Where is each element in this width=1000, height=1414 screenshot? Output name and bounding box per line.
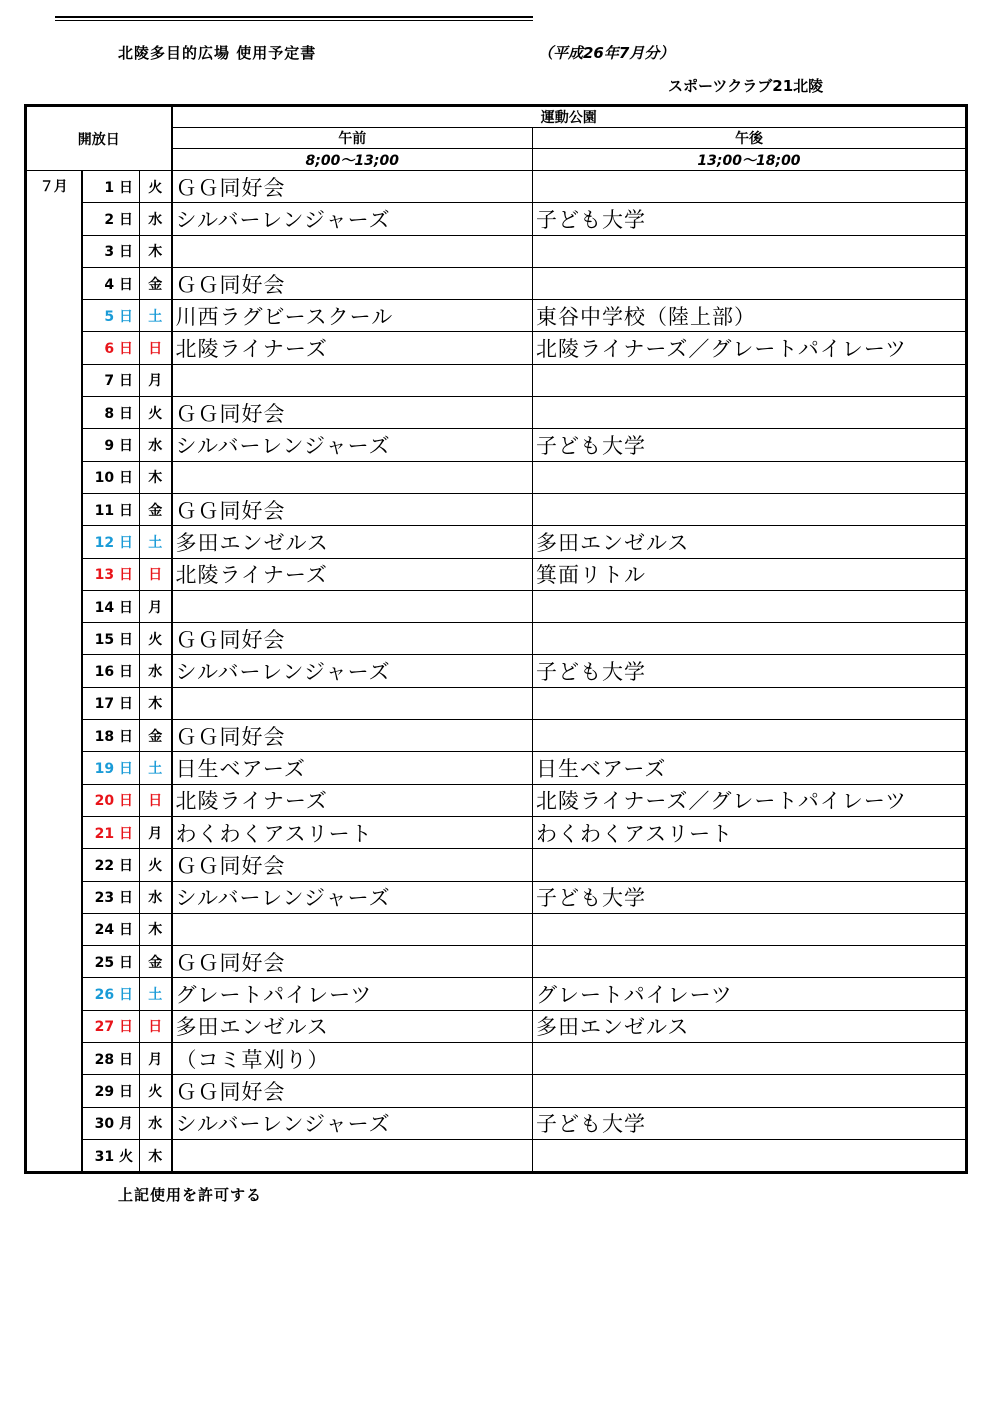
weekday-cell: 水 xyxy=(140,881,172,913)
weekday-cell: 水 xyxy=(140,655,172,687)
weekday-cell: 日 xyxy=(140,558,172,590)
weekday-cell: 土 xyxy=(140,978,172,1010)
am-event-cell: 北陵ライナーズ xyxy=(172,784,533,816)
weekday-cell: 木 xyxy=(140,461,172,493)
weekday-cell: 金 xyxy=(140,720,172,752)
am-event-cell xyxy=(172,687,533,719)
day-cell: 1 日 xyxy=(82,171,140,203)
pm-event-cell xyxy=(533,946,967,978)
day-cell: 19 日 xyxy=(82,752,140,784)
table-row xyxy=(26,720,967,752)
day-cell: 29 日 xyxy=(82,1075,140,1107)
table-row xyxy=(26,235,967,267)
pm-event-cell xyxy=(533,364,967,396)
weekday-cell: 火 xyxy=(140,1075,172,1107)
weekday-cell: 水 xyxy=(140,429,172,461)
day-cell: 21 日 xyxy=(82,816,140,848)
weekday-cell: 土 xyxy=(140,300,172,332)
schedule-period: （平成26年7月分） xyxy=(538,44,675,62)
weekday-cell: 木 xyxy=(140,1139,172,1172)
table-row xyxy=(26,493,967,525)
weekday-cell: 木 xyxy=(140,913,172,945)
day-cell: 17 日 xyxy=(82,687,140,719)
am-event-cell: （コミ草刈り） xyxy=(172,1043,533,1075)
table-row xyxy=(26,1043,967,1075)
day-cell: 27 日 xyxy=(82,1010,140,1042)
pm-event-cell xyxy=(533,235,967,267)
approval-note: 上記使用を許可する xyxy=(118,1186,263,1204)
am-event-cell: グレートパイレーツ xyxy=(172,978,533,1010)
day-cell: 10 日 xyxy=(82,461,140,493)
pm-event-cell: グレートパイレーツ xyxy=(533,978,967,1010)
weekday-cell: 月 xyxy=(140,816,172,848)
day-cell: 22 日 xyxy=(82,849,140,881)
am-event-cell: 北陵ライナーズ xyxy=(172,332,533,364)
weekday-cell: 木 xyxy=(140,687,172,719)
am-event-cell: ＧＧ同好会 xyxy=(172,493,533,525)
am-event-cell: ＧＧ同好会 xyxy=(172,623,533,655)
table-row xyxy=(26,267,967,299)
weekday-cell: 日 xyxy=(140,784,172,816)
am-event-cell xyxy=(172,913,533,945)
table-row xyxy=(26,526,967,558)
pm-event-cell: 東谷中学校（陸上部） xyxy=(533,300,967,332)
month-label: ７月 xyxy=(26,171,82,1173)
table-row xyxy=(26,752,967,784)
day-cell: 5 日 xyxy=(82,300,140,332)
table-row xyxy=(26,429,967,461)
day-cell: 4 日 xyxy=(82,267,140,299)
pm-event-cell: 多田エンゼルス xyxy=(533,1010,967,1042)
table-row xyxy=(26,590,967,622)
pm-event-cell xyxy=(533,1075,967,1107)
pm-event-cell: 子ども大学 xyxy=(533,655,967,687)
table-row xyxy=(26,881,967,913)
weekday-cell: 火 xyxy=(140,397,172,429)
am-event-cell: 多田エンゼルス xyxy=(172,1010,533,1042)
pm-event-cell xyxy=(533,623,967,655)
table-row xyxy=(26,655,967,687)
pm-event-cell: わくわくアスリート xyxy=(533,816,967,848)
am-event-cell xyxy=(172,364,533,396)
pm-header: 午後 xyxy=(533,128,967,149)
pm-event-cell xyxy=(533,267,967,299)
venue-header: 運動公園 xyxy=(172,106,967,128)
am-event-cell: シルバーレンジャーズ xyxy=(172,655,533,687)
day-cell: 18 日 xyxy=(82,720,140,752)
day-cell: 23 日 xyxy=(82,881,140,913)
pm-event-cell xyxy=(533,171,967,203)
am-event-cell: 多田エンゼルス xyxy=(172,526,533,558)
pm-event-cell: 子ども大学 xyxy=(533,203,967,235)
day-cell: 16 日 xyxy=(82,655,140,687)
am-event-cell: ＧＧ同好会 xyxy=(172,849,533,881)
day-cell: 15 日 xyxy=(82,623,140,655)
table-row xyxy=(26,1010,967,1042)
am-event-cell: ＧＧ同好会 xyxy=(172,397,533,429)
weekday-cell: 月 xyxy=(140,590,172,622)
weekday-cell: 水 xyxy=(140,203,172,235)
pm-event-cell xyxy=(533,687,967,719)
day-cell: 13 日 xyxy=(82,558,140,590)
weekday-cell: 火 xyxy=(140,849,172,881)
am-event-cell: シルバーレンジャーズ xyxy=(172,1107,533,1139)
table-row xyxy=(26,558,967,590)
top-rule xyxy=(55,16,533,21)
day-cell: 11 日 xyxy=(82,493,140,525)
am-event-cell: 北陵ライナーズ xyxy=(172,558,533,590)
weekday-cell: 金 xyxy=(140,493,172,525)
day-cell: 14 日 xyxy=(82,590,140,622)
day-cell: 9 日 xyxy=(82,429,140,461)
weekday-cell: 日 xyxy=(140,332,172,364)
am-event-cell: わくわくアスリート xyxy=(172,816,533,848)
table-row xyxy=(26,816,967,848)
day-cell: 20 日 xyxy=(82,784,140,816)
pm-event-cell: 北陵ライナーズ／グレートパイレーツ xyxy=(533,332,967,364)
am-event-cell xyxy=(172,1139,533,1172)
table-row xyxy=(26,300,967,332)
day-cell: 6 日 xyxy=(82,332,140,364)
am-event-cell: 川西ラグビースクール xyxy=(172,300,533,332)
day-cell: 8 日 xyxy=(82,397,140,429)
table-row xyxy=(26,364,967,396)
table-row xyxy=(26,1107,967,1139)
am-event-cell: ＧＧ同好会 xyxy=(172,720,533,752)
weekday-cell: 火 xyxy=(140,171,172,203)
am-event-cell xyxy=(172,590,533,622)
pm-event-cell: 箕面リトル xyxy=(533,558,967,590)
table-row xyxy=(26,849,967,881)
pm-event-cell xyxy=(533,397,967,429)
open-day-header: 開放日 xyxy=(26,106,172,171)
table-row xyxy=(26,623,967,655)
table-row xyxy=(26,913,967,945)
day-cell: 30 月 xyxy=(82,1107,140,1139)
pm-event-cell: 多田エンゼルス xyxy=(533,526,967,558)
pm-event-cell: 子ども大学 xyxy=(533,1107,967,1139)
pm-hours: 13;00～18;00 xyxy=(533,149,967,171)
weekday-cell: 金 xyxy=(140,946,172,978)
table-row xyxy=(26,978,967,1010)
table-row xyxy=(26,461,967,493)
pm-event-cell: 子ども大学 xyxy=(533,881,967,913)
am-event-cell: シルバーレンジャーズ xyxy=(172,429,533,461)
pm-event-cell xyxy=(533,849,967,881)
day-cell: 26 日 xyxy=(82,978,140,1010)
table-row xyxy=(26,1075,967,1107)
table-row xyxy=(26,203,967,235)
am-event-cell: ＧＧ同好会 xyxy=(172,1075,533,1107)
am-event-cell: 日生ベアーズ xyxy=(172,752,533,784)
weekday-cell: 月 xyxy=(140,1043,172,1075)
am-event-cell: ＧＧ同好会 xyxy=(172,171,533,203)
weekday-cell: 月 xyxy=(140,364,172,396)
weekday-cell: 土 xyxy=(140,752,172,784)
pm-event-cell xyxy=(533,493,967,525)
pm-event-cell xyxy=(533,1043,967,1075)
day-cell: 3 日 xyxy=(82,235,140,267)
table-row xyxy=(26,332,967,364)
am-header: 午前 xyxy=(172,128,533,149)
pm-event-cell xyxy=(533,590,967,622)
table-row xyxy=(26,946,967,978)
weekday-cell: 木 xyxy=(140,235,172,267)
day-cell: 12 日 xyxy=(82,526,140,558)
weekday-cell: 火 xyxy=(140,623,172,655)
day-cell: 31 火 xyxy=(82,1139,140,1172)
table-row xyxy=(26,784,967,816)
weekday-cell: 金 xyxy=(140,267,172,299)
am-event-cell: シルバーレンジャーズ xyxy=(172,203,533,235)
am-event-cell: ＧＧ同好会 xyxy=(172,267,533,299)
am-event-cell: ＧＧ同好会 xyxy=(172,946,533,978)
day-cell: 2 日 xyxy=(82,203,140,235)
table-row xyxy=(26,1139,967,1172)
weekday-cell: 日 xyxy=(140,1010,172,1042)
table-row xyxy=(26,687,967,719)
pm-event-cell: 子ども大学 xyxy=(533,429,967,461)
table-row xyxy=(26,397,967,429)
day-cell: 7 日 xyxy=(82,364,140,396)
day-cell: 24 日 xyxy=(82,913,140,945)
pm-event-cell: 北陵ライナーズ／グレートパイレーツ xyxy=(533,784,967,816)
pm-event-cell xyxy=(533,913,967,945)
weekday-cell: 水 xyxy=(140,1107,172,1139)
organization-name: スポーツクラブ21北陵 xyxy=(668,77,824,95)
pm-event-cell xyxy=(533,1139,967,1172)
am-event-cell xyxy=(172,461,533,493)
schedule-table xyxy=(24,104,968,1174)
am-event-cell: シルバーレンジャーズ xyxy=(172,881,533,913)
day-cell: 28 日 xyxy=(82,1043,140,1075)
weekday-cell: 土 xyxy=(140,526,172,558)
pm-event-cell xyxy=(533,461,967,493)
day-cell: 25 日 xyxy=(82,946,140,978)
document-title: 北陵多目的広場 使用予定書 xyxy=(118,44,317,62)
pm-event-cell xyxy=(533,720,967,752)
am-event-cell xyxy=(172,235,533,267)
table-row xyxy=(26,171,967,203)
pm-event-cell: 日生ベアーズ xyxy=(533,752,967,784)
am-hours: 8;00～13;00 xyxy=(172,149,533,171)
